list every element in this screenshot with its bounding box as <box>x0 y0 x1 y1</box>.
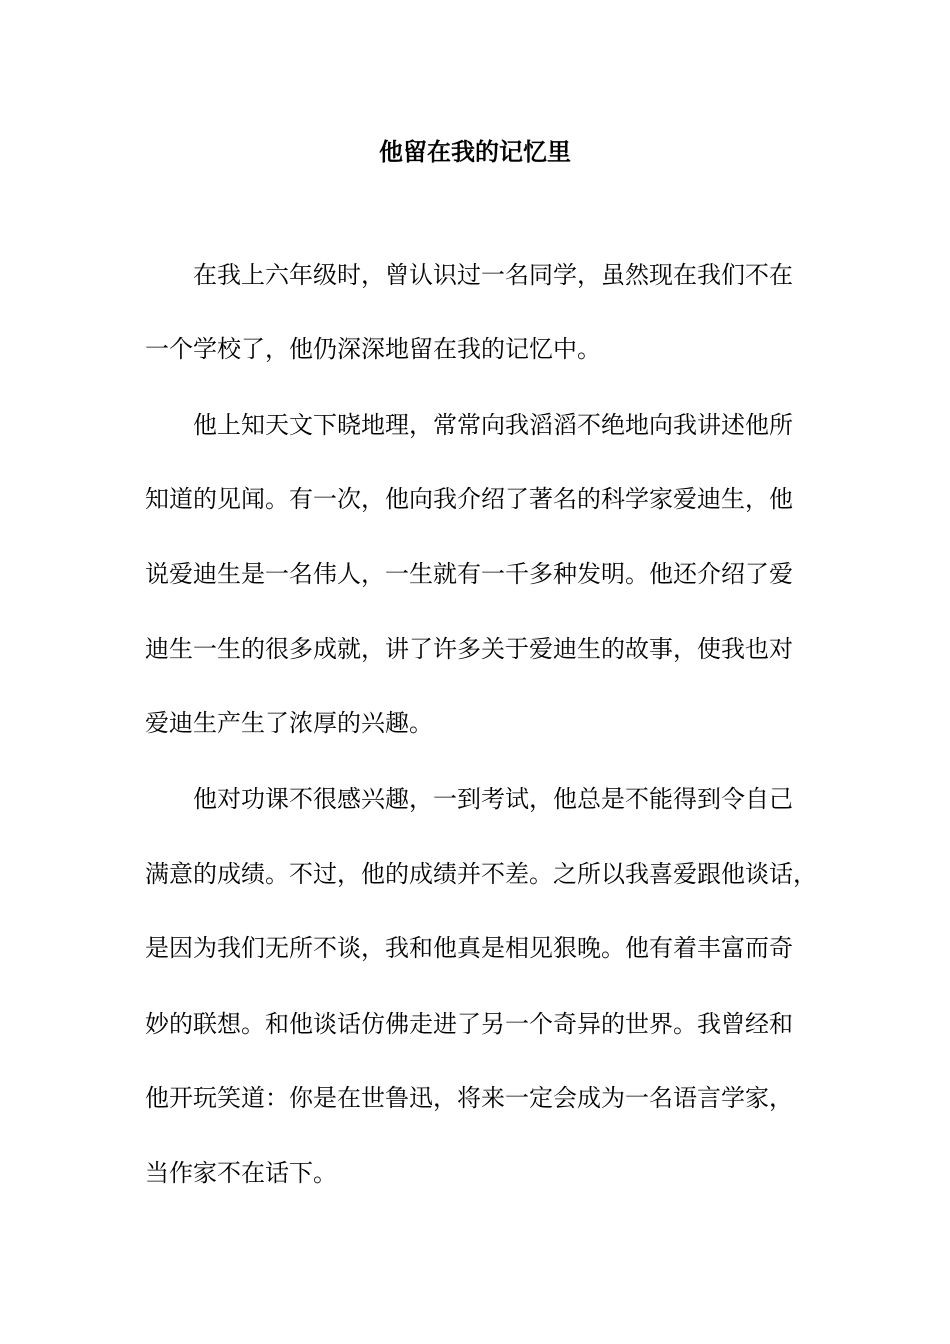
paragraph-2-line-4: 迪生一生的很多成就，讲了许多关于爱迪生的故事，使我也对 <box>145 635 793 663</box>
paragraph-2-line-1: 他上知天文下晓地理，常常向我滔滔不绝地向我讲述他所 <box>193 411 793 439</box>
document-title: 他留在我的记忆里 <box>379 137 571 166</box>
paragraph-1-line-1: 在我上六年级时，曾认识过一名同学，虽然现在我们不在 <box>193 261 793 289</box>
paragraph-1-line-2: 一个学校了，他仍深深地留在我的记忆中。 <box>145 335 601 363</box>
paragraph-2-line-3: 说爱迪生是一名伟人，一生就有一千多种发明。他还介绍了爱 <box>145 560 793 588</box>
paragraph-2-line-2: 知道的见闻。有一次，他向我介绍了著名的科学家爱迪生，他 <box>145 485 793 513</box>
paragraph-2-line-5: 爱迪生产生了浓厚的兴趣。 <box>145 709 433 737</box>
paragraph-3-line-2: 满意的成绩。不过，他的成绩并不差。之所以我喜爱跟他谈话， <box>145 860 817 888</box>
paragraph-3-line-5: 他开玩笑道：你是在世鲁迅，将来一定会成为一名语言学家， <box>145 1084 793 1112</box>
paragraph-3-line-4: 妙的联想。和他谈话仿佛走进了另一个奇异的世界。我曾经和 <box>145 1010 793 1038</box>
paragraph-3-line-1: 他对功课不很感兴趣，一到考试，他总是不能得到令自己 <box>193 785 793 813</box>
paragraph-3-line-3: 是因为我们无所不谈，我和他真是相见狠晚。他有着丰富而奇 <box>145 934 793 962</box>
paragraph-3-line-6: 当作家不在话下。 <box>145 1159 337 1187</box>
